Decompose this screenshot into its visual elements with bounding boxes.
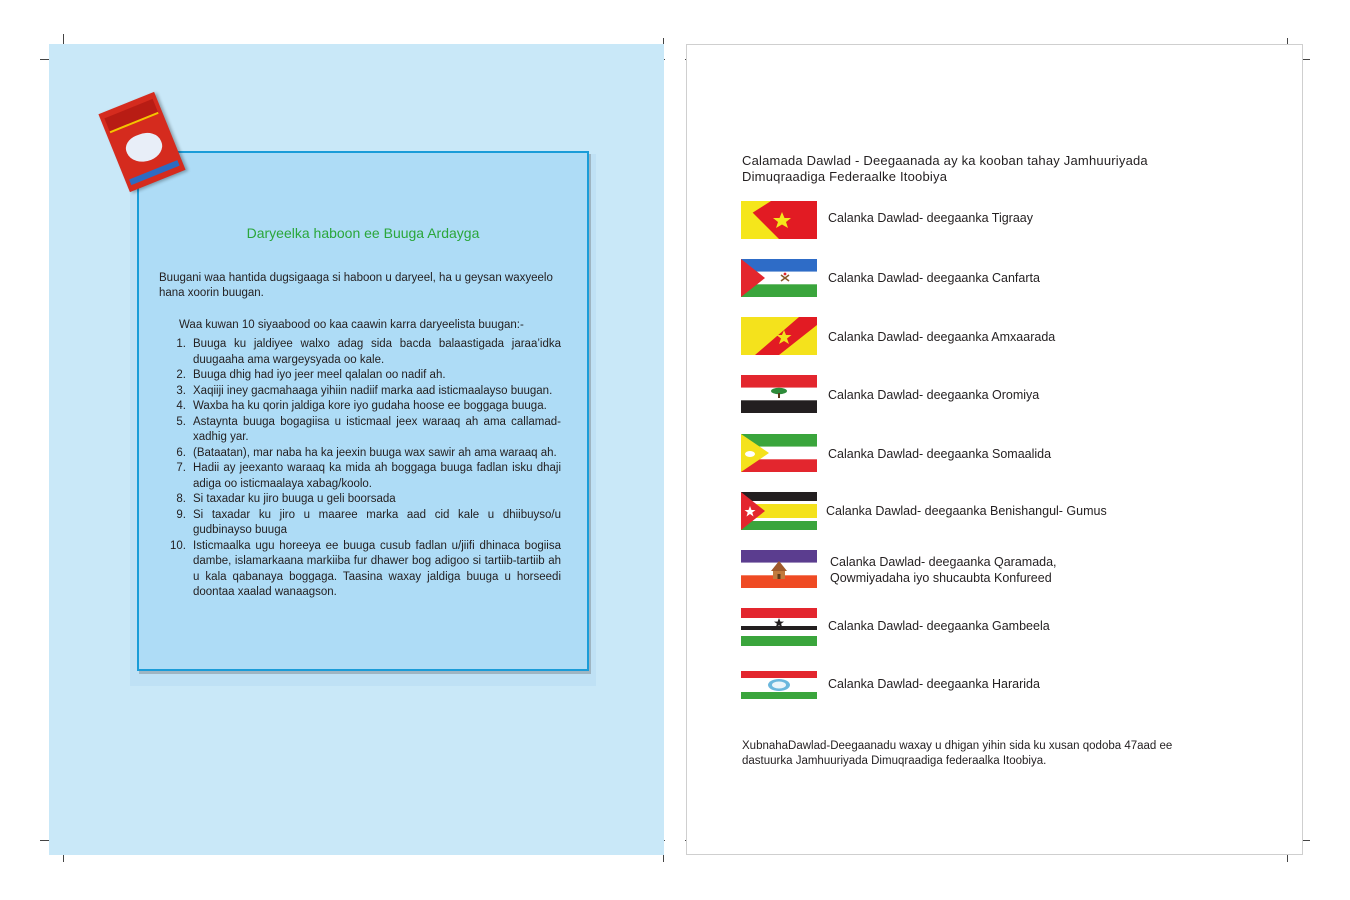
list-item: 1. Buuga ku jaldiyee walxo adag sida bacda balaastigada jaraa’idka duugaaha ama wargeysyada oo kale. xyxy=(176,338,561,366)
care-rules-list xyxy=(169,337,561,601)
flag-label-tigray: Calanka Dawlad- deegaanka Tigraay xyxy=(828,211,1033,225)
flag-label-snnpr-line2: Qowmiyadaha iyo shucaubta Konfureed xyxy=(830,571,1052,585)
list-item: 8. Si taxadar ku jiro buuga u geli boorsada xyxy=(176,493,396,505)
panel-sub-intro: Waa kuwan 10 siyaabood oo kaa caawin karra daryeelista buugan:- xyxy=(179,319,524,331)
list-item: 2. Buuga dhig had iyo jeer meel qalalan oo nadif ah. xyxy=(176,369,446,381)
flag-label-snnpr xyxy=(830,554,1057,586)
flag-label-snnpr-line1: Calanka Dawlad- deegaanka Qaramada, xyxy=(830,555,1057,569)
list-item: 6. (Bataatan), mar naba ha ka jeexin buuga wax sawir ah ama waraaq ah. xyxy=(176,446,557,459)
flag-label-amhara: Calanka Dawlad- deegaanka Amxaarada xyxy=(828,330,1056,344)
flag-snnpr xyxy=(741,550,817,588)
list-item: 7. Hadii ay jeexanto waraaq ka mida ah boggaga buuga fadlan isku dhaji adiga oo isticmaalaya xabag/koolo. xyxy=(176,462,561,490)
panel-title: Daryeelka haboon ee Buuga Ardayga xyxy=(246,225,480,241)
flag-tigray xyxy=(741,201,817,239)
footnote: XubnahaDawlad-Deegaanadu waxay u dhigan yihin sida ku xusan qodoba 47aad ee dastuurka Jamhuuriyada Dimuqraadiga federaalka Itoobiya. xyxy=(742,740,1173,767)
map-illustration xyxy=(122,128,166,167)
list-item: 3. Xaqiiji iney gacmahaaga yihiin nadiif marka aad isticmaalayso buugan. xyxy=(176,384,553,397)
flag-oromia xyxy=(741,375,817,413)
flag-gambella xyxy=(741,608,817,646)
flag-somali xyxy=(741,434,817,472)
flag-label-benishangul: Calanka Dawlad- deegaanka Benishangul- Gumus xyxy=(826,504,1107,518)
panel-intro: Buugani waa hantida dugsigaaga si haboon u daryeel, ha u geysan waxyeelo hana xoorin buugan. xyxy=(159,272,553,299)
list-item: 5. Astaynta buuga bogagiisa u isticmaal jeex waraaq ah ama callamad-xadhig yar. xyxy=(176,415,561,443)
flag-amhara xyxy=(741,317,817,355)
flag-harari xyxy=(741,666,817,704)
list-item: 4. Waxba ha ku qorin jaldiga kore iyo gudaha hoose ee boggaga buuga. xyxy=(176,400,547,412)
flag-label-oromia: Calanka Dawlad- deegaanka Oromiya xyxy=(828,388,1040,402)
flag-label-gambella: Calanka Dawlad- deegaanka Gambeela xyxy=(828,619,1050,633)
flag-afar xyxy=(741,259,817,297)
page-heading: Calamada Dawlad - Deegaanada ay ka kooban tahay Jamhuuriyada Dimuqraadiga Federaalke Itoobiya xyxy=(742,153,1148,184)
flag-benishangul xyxy=(741,492,817,530)
list-item: 10. Isticmaalka ugu horeeya ee buuga cusub fadlan u/jiifi dhinaca bogiisa dambe, islamarkaana markiiba fur dhawer bog adigoo si tartiib-tartiib ah u kala qabanaya boggaga. Taasina waxay jaldiga buuga u horseedi doontaa xaalad wanaagson. xyxy=(170,539,561,598)
list-item: 9. Si taxadar ku jiro u maaree marka aad cid kale u dhiibuyso/u gudbinayso buuga xyxy=(176,508,561,536)
flag-label-afar: Calanka Dawlad- deegaanka Canfarta xyxy=(828,271,1040,285)
flag-label-harari: Calanka Dawlad- deegaanka Hararida xyxy=(828,677,1040,691)
book-care-panel xyxy=(137,151,589,671)
flag-label-somali: Calanka Dawlad- deegaanka Somaalida xyxy=(828,447,1052,461)
